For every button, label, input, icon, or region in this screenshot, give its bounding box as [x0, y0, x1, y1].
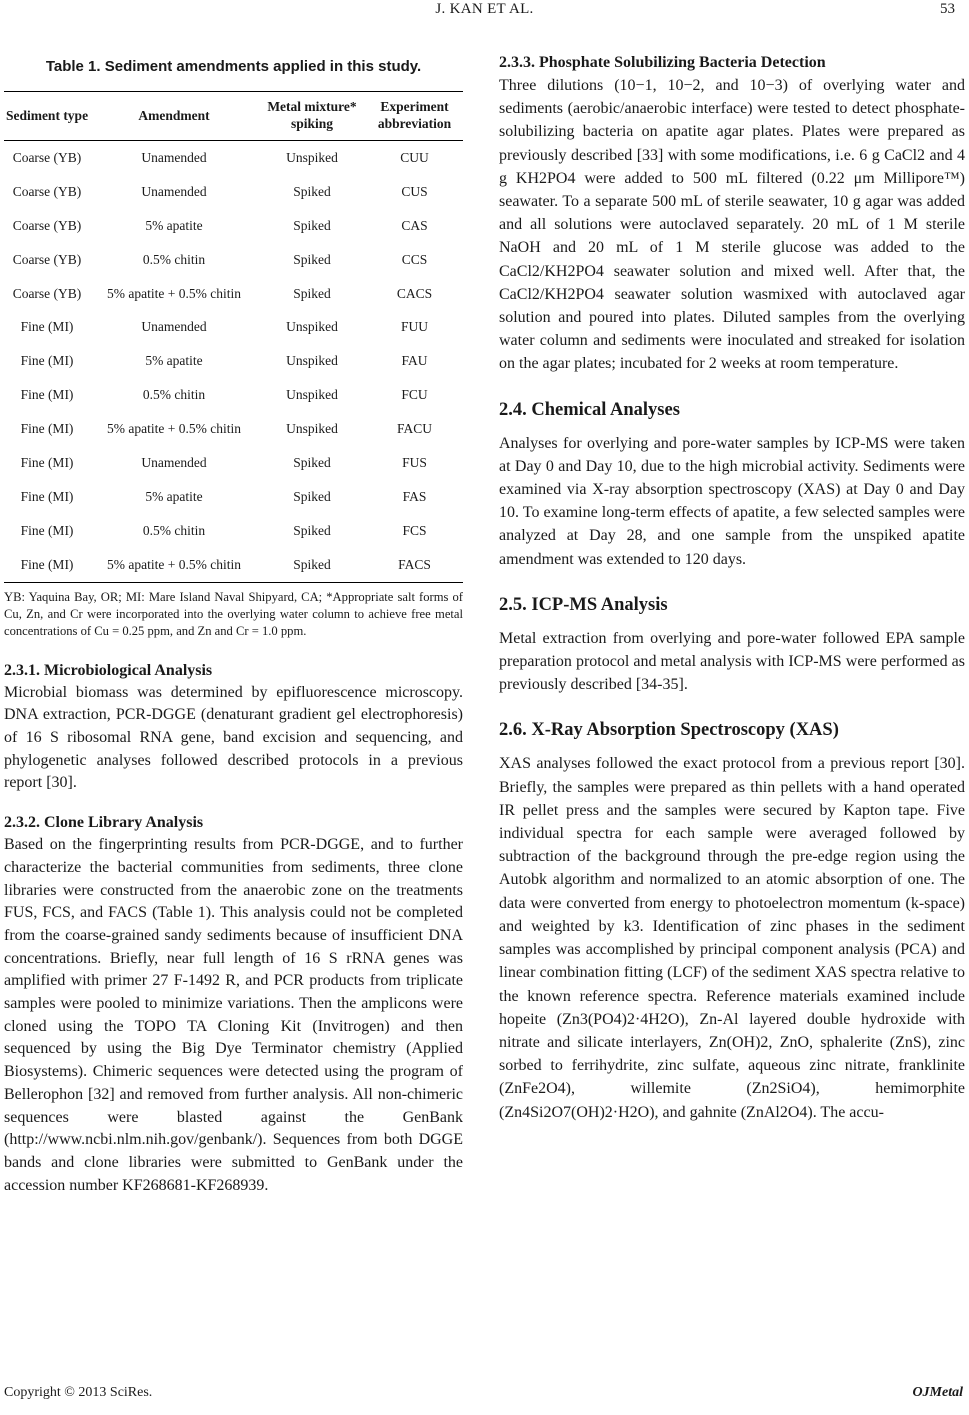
table-cell: Fine (MI)	[20, 556, 74, 572]
table-cell: Fine (MI)	[20, 387, 74, 403]
table-cell: Spiked	[293, 217, 331, 233]
table-cell: FACS	[398, 556, 431, 572]
section-2-4-text: Analyses for overlying and pore-water samples by ICP-MS were taken at Day 0 and Day 10, due to the high microbial activity. Sediments were examined via X-ray absorption spectroscopy (XAS) at Day 0 and Day 10. To examine long-term effects of apatite, a few selected samples were analyzed at Day 28, and one sample from the unspiked apatite amendment was extended to 120 days.	[499, 434, 965, 568]
table-cell: Unspiked	[286, 387, 338, 403]
table-cell: Coarse (YB)	[12, 217, 82, 233]
table-cell: Coarse (YB)	[12, 285, 82, 301]
table-cell: 5% apatite	[145, 217, 203, 233]
table-row	[4, 548, 463, 582]
sediment-table	[4, 91, 463, 583]
journal-name: OJMetal	[912, 1385, 963, 1400]
table-cell: CUU	[400, 149, 429, 165]
table-cell: Coarse (YB)	[12, 149, 82, 165]
table-cell: Unspiked	[286, 319, 338, 335]
table-cell: Spiked	[293, 454, 331, 470]
table-cell: Fine (MI)	[20, 522, 74, 538]
section-2-6-heading: 2.6. X-Ray Absorption Spectroscopy (XAS)	[499, 720, 839, 741]
copyright-notice: Copyright © 2013 SciRes.	[4, 1385, 153, 1400]
table-cell: CAS	[401, 217, 428, 233]
table-cell: Fine (MI)	[20, 319, 74, 335]
table-cell: 5% apatite	[145, 488, 203, 504]
table-cell: FACU	[396, 421, 432, 437]
table-row	[4, 412, 463, 446]
section-2-6-text: XAS analyses followed the exact protocol from a previous report [30]. Briefly, the samples were prepared as thin pellets with a hand operated IR pellet press and the samples were secured by Kapton tape. Five individual spectra for each sample were averaged followed by subtraction of the background through the pre-edge region using the Autobk algorithm and normalized to an atomic absorption of one. The data were converted from energy to photoelectron momentum (k-space) and weighted by k3. Identification of zinc phases in the sediment samples was accomplished by principal component analysis (PCA) and linear combination fitting (LCF) of the sediment XAS spectra relative to the known reference spectra. Reference materials examined include hopeite (Zn3(PO4)2·4H2O), Zn-Al layered double hydroxide with nitrate and silicate interlayers, Zn(OH)2, ZnO, sphalerite (ZnS), zinc sorbed to ferrihydrite, zinc sulfate, aqueous zinc nitrate, franklinite (ZnFe2O4), willemite (Zn2SiO4), hemimorphite (Zn4Si2O7(OH)2·H2O), and gahnite (ZnAl2O4). The accu-	[499, 755, 965, 1121]
table-cell: 5% apatite + 0.5% chitin	[107, 285, 241, 301]
table-cell: 0.5% chitin	[142, 251, 206, 267]
table-cell: Unamended	[141, 454, 207, 470]
table-cell: Spiked	[293, 488, 331, 504]
section-2-3-3-text: Three dilutions (10−1, 10−2, and 10−3) of overlying water and sediments (aerobic/anaerobic interface) were tested to detect phosphate-solubilizing bacteria on apatite agar plates. Plates were prepared as previously described [33] with some modifications, i.e. 6 g CaCl2 and 4 g KH2PO4 were added to 500 mL filtered (0.22 μm Millipore™) seawater. To a separate 500 mL of sterile seawater, 10 g agar was added and all solutions were autoclaved separately. 20 mL of 1 M sterile NaOH and 20 mL of 1 M sterile glucose was added to the CaCl2/KH2PO4 seawater solution and mixed well. After that, the CaCl2/KH2PO4 seawater solution wasmixed with autoclaved agar solution and poured into plates. Diluted samples from the overlying water column and sediments were inoculated and streaked for isolation on the agar plates; incubated for 2 weeks at room temperature.	[499, 77, 965, 373]
table-row	[4, 243, 463, 277]
running-title: J. KAN ET AL.	[435, 1, 534, 17]
table-cell: Unspiked	[286, 353, 338, 369]
table-cell: Fine (MI)	[20, 353, 74, 369]
header-sediment-type: Sediment type	[5, 107, 89, 123]
table-cell: Fine (MI)	[20, 454, 74, 470]
right-column	[499, 52, 965, 1124]
header-amendment: Amendment	[138, 107, 210, 123]
table-row	[4, 514, 463, 548]
section-2-4-heading: 2.4. Chemical Analyses	[499, 399, 680, 420]
table-cell: Spiked	[293, 556, 331, 572]
table-row	[4, 277, 463, 311]
section-2-5-heading: 2.5. ICP-MS Analysis	[499, 594, 668, 615]
table-cell: Fine (MI)	[20, 488, 74, 504]
table-cell: Spiked	[293, 251, 331, 267]
table-cell: FAU	[401, 353, 428, 369]
table-body	[4, 141, 463, 583]
table-cell: FCS	[402, 522, 427, 538]
table-cell: Coarse (YB)	[12, 183, 82, 199]
table-cell: Spiked	[293, 183, 331, 199]
table-cell: CUS	[401, 183, 428, 199]
table-row	[4, 480, 463, 514]
section-2-5-text: Metal extraction from overlying and pore-water followed EPA sample preparation protocol and metal analysis with ICP-MS were performed as previously described [34-35].	[499, 629, 965, 694]
page-number: 53	[940, 1, 955, 17]
table-cell: FUS	[402, 454, 427, 470]
table-row	[4, 310, 463, 344]
table-cell: FAS	[402, 488, 427, 504]
section-2-3-1-text: Microbial biomass was determined by epifluorescence microscopy. DNA extraction, PCR-DGGE (denaturant gradient gel electrophoresis) of 16 S ribosomal RNA gene, band excision and sequencing, and phylogenetic analyses followed described protocols in a previous report [30].	[4, 683, 463, 792]
table-row	[4, 209, 463, 243]
table-cell: CACS	[396, 285, 433, 301]
page-header	[0, 0, 969, 30]
table-header-row	[4, 92, 463, 141]
table-cell: Spiked	[293, 285, 331, 301]
header-metal-spiking: Metal mixture* spiking	[267, 99, 357, 131]
section-2-3-2-text: Based on the fingerprinting results from PCR-DGGE, and to further characterize the bacterial communities from sediments, three clone libraries were constructed from the anaerobic zone on the treatments FUS, FCS, and FACS (Table 1). This analysis could not be completed from the coarse-grained sandy sediments because of insufficient DNA concentrations. Briefly, near full length of 16 S rRNA genes was amplified with primer 27 F-1492 R, and PCR products from triplicate samples were pooled to minimize variations. Then the amplicons were cloned using the TOPO TA Cloning Kit (Invitrogen) and then sequenced by using the Big Dye Terminator chemistry (Applied Biosystems). Chimeric sequences were detected using the program of Bellerophon [32] and removed from further analysis. All non-chimeric sequences were blasted against the GenBank (http://www.ncbi.nlm.nih.gov/genbank/). Sequences from both DGGE bands and clone libraries were submitted to GenBank under the accession number KF268681-KF268939.	[4, 836, 463, 1194]
section-2-3-3-heading: 2.3.3. Phosphate Solubilizing Bacteria Detection	[499, 54, 826, 71]
table-row	[4, 344, 463, 378]
table-cell: Coarse (YB)	[12, 251, 82, 267]
table-cell: Unamended	[141, 149, 207, 165]
table-cell: 0.5% chitin	[142, 387, 206, 403]
page-footer	[0, 1385, 969, 1409]
table-cell: Unspiked	[286, 421, 338, 437]
table-row	[4, 378, 463, 412]
table-cell: Unspiked	[286, 149, 338, 165]
section-2-3-2-heading: 2.3.2. Clone Library Analysis	[4, 814, 204, 832]
left-column	[4, 52, 463, 1197]
table-cell: Unamended	[141, 319, 207, 335]
table-row	[4, 141, 463, 175]
table-cell: 5% apatite	[145, 353, 203, 369]
section-2-3-1-heading: 2.3.1. Microbiological Analysis	[4, 661, 213, 679]
table-row	[4, 175, 463, 209]
table-cell: Unamended	[141, 183, 207, 199]
header-abbreviation: Experiment abbreviation	[377, 99, 452, 131]
table-row	[4, 446, 463, 480]
table-caption: Table 1. Sediment amendments applied in this study.	[45, 58, 422, 75]
table-cell: FUU	[400, 319, 428, 335]
table-cell: 0.5% chitin	[142, 522, 206, 538]
table-cell: CCS	[401, 251, 428, 267]
table-cell: FCU	[401, 387, 428, 403]
table-cell: 5% apatite + 0.5% chitin	[107, 421, 241, 437]
table-cell: 5% apatite + 0.5% chitin	[107, 556, 241, 572]
table-cell: Fine (MI)	[20, 421, 74, 437]
table-cell: Spiked	[293, 522, 331, 538]
table-footnote: YB: Yaquina Bay, OR; MI: Mare Island Naval Shipyard, CA; *Appropriate salt forms of Cu, Zn, and Cr were incorporated into the overlying water column to achieve free metal concentrations of Cu = 0.25 ppm, and Zn and Cr = 1.0 ppm.	[4, 589, 463, 638]
